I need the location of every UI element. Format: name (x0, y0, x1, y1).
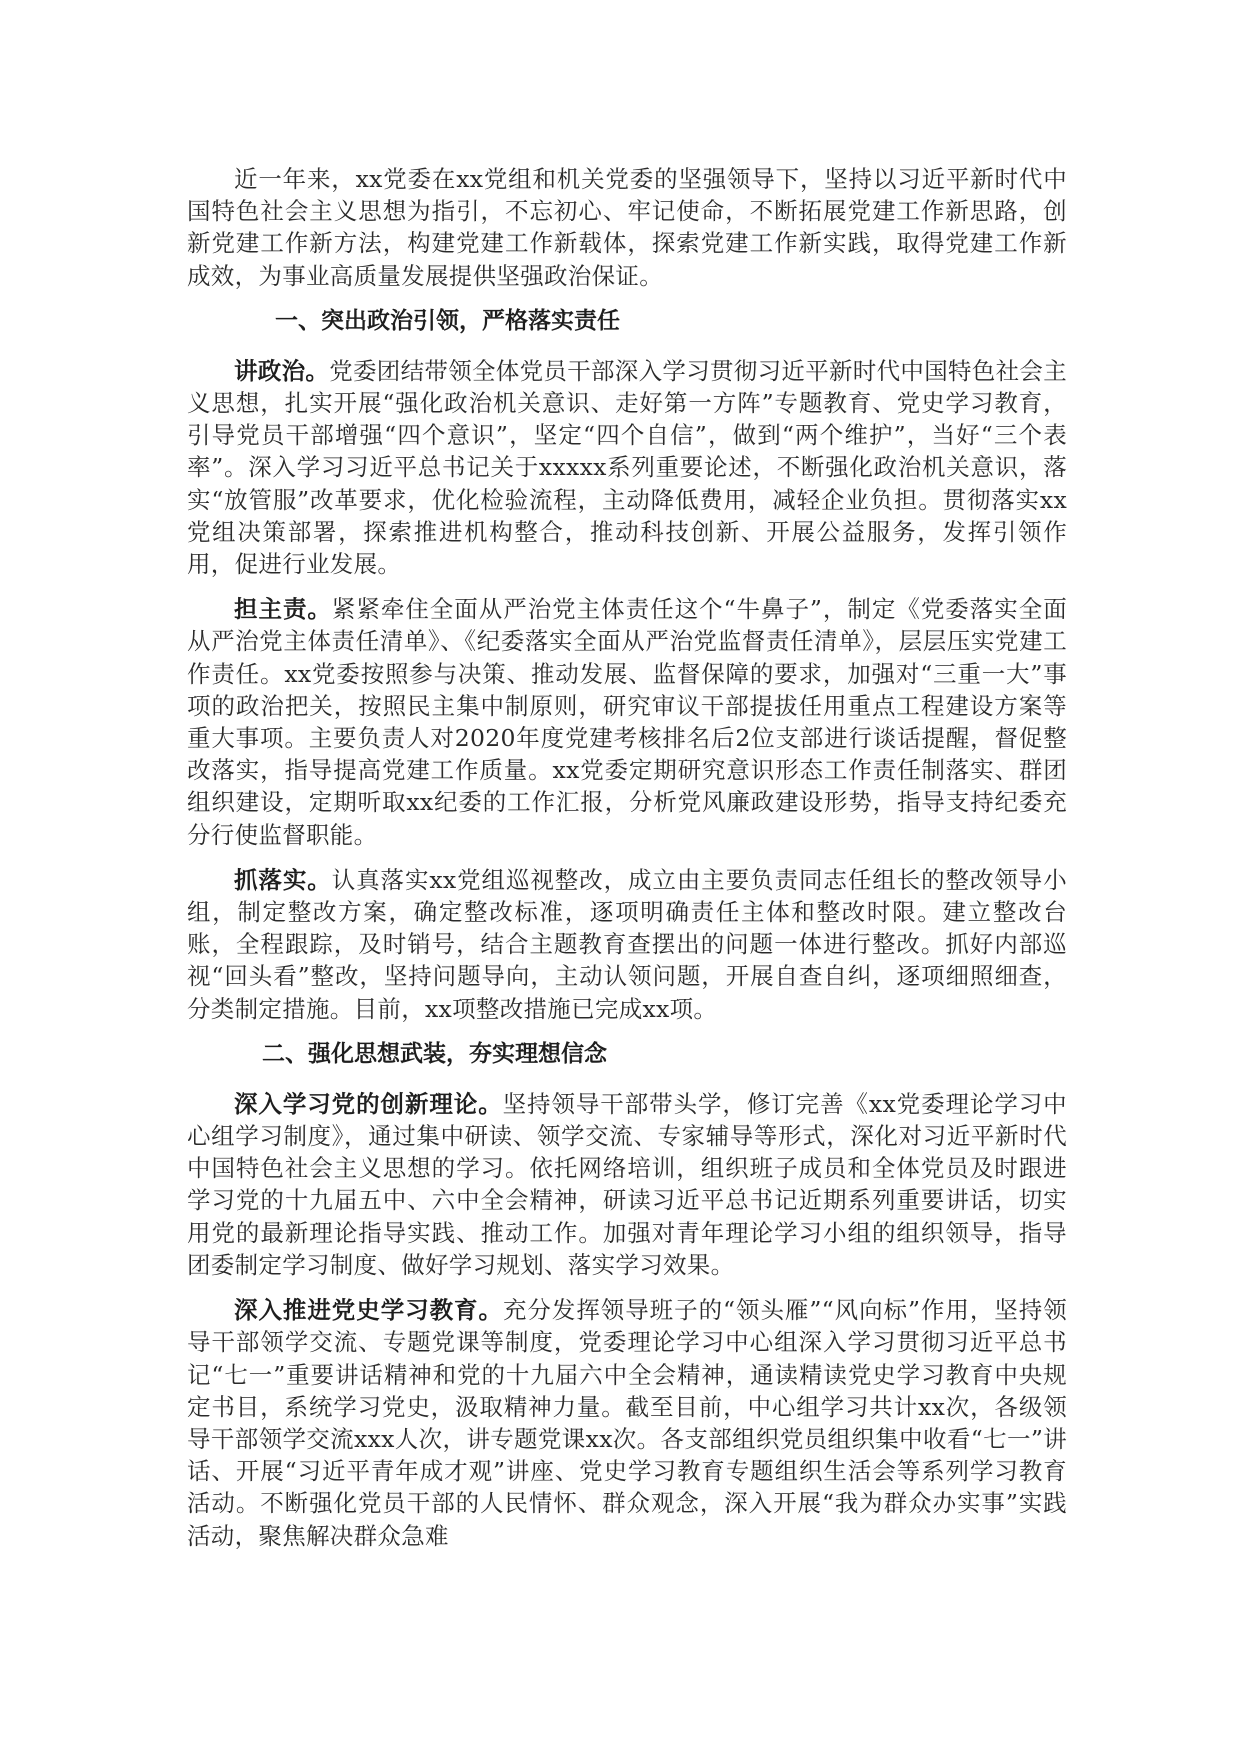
paragraph-theory-study (187, 1088, 1067, 1281)
paragraph-lead: 深入推进党史学习教育。 (234, 1296, 503, 1325)
paragraph-text: 充分发挥领导班子的“领头雁”“风向标”作用，坚持领导干部领学交流、专题党课等制度，党委理论学习中心组深入学习贯彻习近平总书记“七一”重要讲话精神和党的十九届六中全会精神，通读精读党史学习教育中央规定书目，系统学习党史，汲取精神力量。截至目前，中心组学习共计xx次，各级领导干部领学交流xxx人次，讲专题党课xx次。各支部组织党员组织集中收看“七一”讲话、开展“习近平青年成才观”讲座、党史学习教育专题组织生活会等系列学习教育活动。不断强化党员干部的人民情怀、群众观念，深入开展“我为群众办实事”实践活动，聚焦解决群众急难 (187, 1296, 1067, 1550)
document-page (187, 163, 1067, 1565)
paragraph-text: 紧紧牵住全面从严治党主体责任这个“牛鼻子”，制定《党委落实全面从严治党主体责任清单》、《纪委落实全面从严治党监督责任清单》，层层压实党建工作责任。xx党委按照参与决策、推动发展、监督保障的要求，加强对“三重一大”事项的政治把关，按照民主集中制原则，研究审议干部提拔任用重点工程建设方案等重大事项。主要负责人对2020年度党建考核排名后2位支部进行谈话提醒，督促整改落实，指导提高党建工作质量。xx党委定期研究意识形态工作责任制落实、群团组织建设，定期听取xx纪委的工作汇报，分析党风廉政建设形势，指导支持纪委充分行使监督职能。 (187, 595, 1067, 849)
paragraph-text: 认真落实xx党组巡视整改，成立由主要负责同志任组长的整改领导小组，制定整改方案，确定整改标准，逐项明确责任主体和整改时限。建立整改台账，全程跟踪，及时销号，结合主题教育查摆出的问题一体进行整改。抓好内部巡视“回头看”整改，坚持问题导向，主动认领问题，开展自查自纠，逐项细照细查，分类制定措施。目前，xx项整改措施已完成xx项。 (187, 865, 1067, 1023)
paragraph-party-history (187, 1294, 1067, 1552)
paragraph-lead: 深入学习党的创新理论。 (234, 1089, 503, 1118)
section-heading-1: 一、突出政治引领，严格落实责任 (275, 307, 620, 334)
paragraph-lead: 讲政治。 (234, 356, 330, 385)
paragraph-text: 坚持领导干部带头学，修订完善《xx党委理论学习中心组学习制度》，通过集中研读、领学交流、专家辅导等形式，深化对习近平新时代中国特色社会主义思想的学习。依托网络培训，组织班子成员和全体党员及时跟进学习党的十九届五中、六中全会精神，研读习近平总书记近期系列重要讲话，切实用党的最新理论指导实践、推动工作。加强对青年理论学习小组的组织领导，指导团委制定学习制度、做好学习规划、落实学习效果。 (187, 1089, 1067, 1279)
paragraph-lead: 担主责。 (234, 595, 332, 624)
paragraph-responsibility (187, 593, 1067, 851)
paragraph-lead: 抓落实。 (234, 865, 332, 894)
paragraph-implementation (187, 864, 1067, 1025)
paragraph-text: 党委团结带领全体党员干部深入学习贯彻习近平新时代中国特色社会主义思想，扎实开展“强化政治机关意识、走好第一方阵”专题教育、党史学习教育，引导党员干部增强“四个意识”，坚定“四个自信”，做到“两个维护”，当好“三个表率”。深入学习习近平总书记关于xxxxx系列重要论述，不断强化政治机关意识，落实“放管服”改革要求，优化检验流程，主动降低费用，减轻企业负担。贯彻落实xx党组决策部署，探索推进机构整合，推动科技创新、开展公益服务，发挥引领作用，促进行业发展。 (187, 356, 1068, 579)
intro-paragraph: 近一年来，xx党委在xx党组和机关党委的坚强领导下，坚持以习近平新时代中国特色社会主义思想为指引，不忘初心、牢记使命，不断拓展党建工作新思路，创新党建工作新方法，构建党建工作新载体，探索党建工作新实践，取得党建工作新成效，为事业高质量发展提供坚强政治保证。 (187, 165, 1067, 290)
section-heading-2: 二、强化思想武装，夯实理想信念 (262, 1040, 607, 1067)
paragraph-political (187, 355, 1067, 580)
